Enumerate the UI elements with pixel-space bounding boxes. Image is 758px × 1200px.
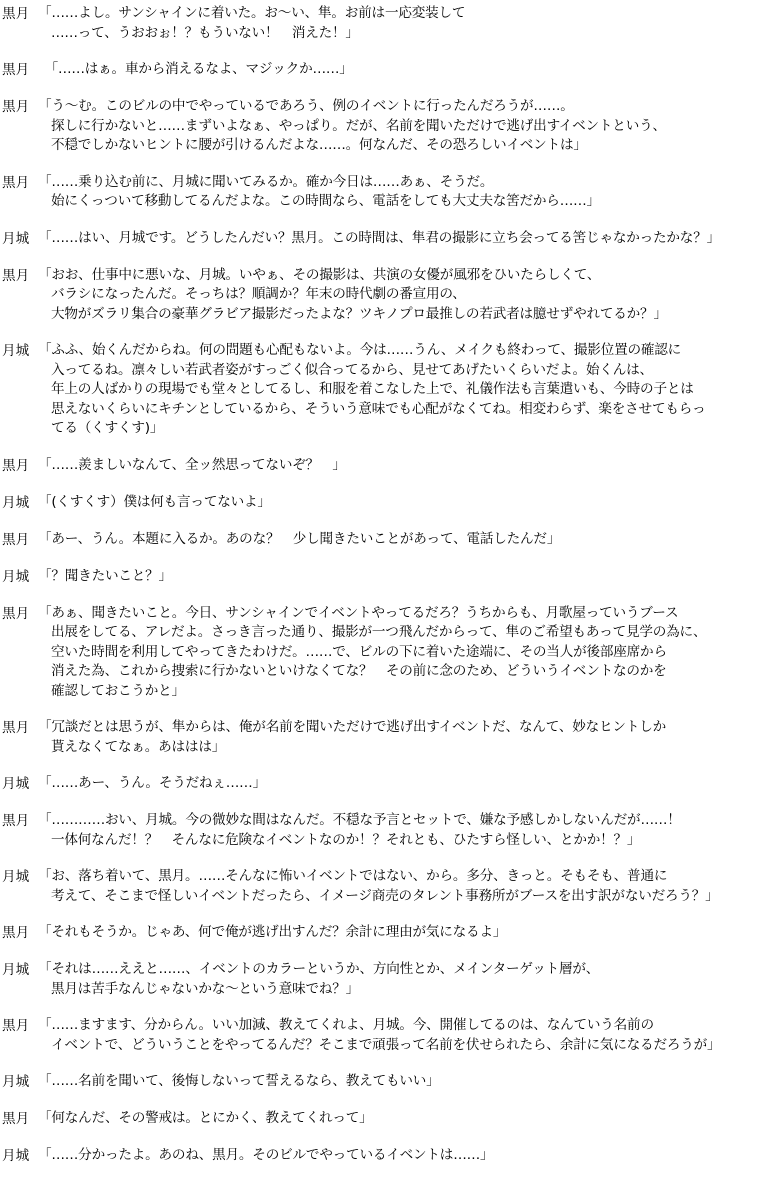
speech-block	[34, 1146, 758, 1166]
speech-line: イベントで、どういうことをやってるんだ？そこまで頑張って名前を伏せられたら、余計に気になるだろうが」	[51, 1036, 721, 1053]
dialogue-entry	[0, 1109, 758, 1129]
speech-line: 始にくっついて移動してるんだよな。この時間なら、電話をしても大丈夫な筈だから……」	[51, 193, 600, 209]
speech-line: 「ふふ、始くんだからね。何の問題も心配もないよ。今は……うん、メイクも終わって、撮影位置の確認に	[38, 342, 682, 358]
speech-line: 「おお、仕事中に悪いな、月城。いやぁ、その撮影は、共演の女優が風邪をひいたらしくて、	[38, 266, 601, 283]
dialogue-entry	[0, 1016, 758, 1055]
dialogue-entry	[0, 867, 758, 906]
speech-line: 「冗談だとは思うが、隼からは、俺が名前を聞いただけで逃げ出すイベントだ、なんて、妙なヒントしか	[38, 719, 667, 735]
speech-line: 空いた時間を利用してやってきたわけだ。……で、ビルの下に着いた途端に、その当人が後部座席から	[51, 643, 667, 660]
speech-line: 「……あー、うん。そうだねぇ……」	[38, 775, 266, 791]
speaker-name: 黒月	[2, 531, 30, 548]
speech-line: 「？聞きたいこと？」	[38, 567, 172, 584]
speaker-name: 黒月	[2, 457, 30, 474]
speech-block	[34, 341, 758, 439]
speech-block	[34, 774, 758, 794]
dialogue-entry	[0, 567, 758, 587]
speaker-name: 黒月	[2, 267, 30, 284]
speech-block	[34, 97, 758, 156]
dialogue-entry	[0, 4, 758, 43]
speech-line: ……って、うおおぉ！？もういない！ 消えた！」	[51, 24, 359, 41]
speech-block	[34, 60, 758, 80]
speaker-name: 月城	[2, 869, 30, 885]
speech-block	[34, 1072, 758, 1092]
speech-block	[34, 604, 758, 702]
speech-line: 入ってるね。凛々しい若武者姿がすっごく似合ってるから、見せてあげたいくらいだよ。始くんは、	[51, 361, 653, 378]
dialogue-entry	[0, 266, 758, 325]
speech-block	[34, 530, 758, 550]
speech-line: てる（くすくす)」	[51, 420, 164, 436]
speech-line: 不穏でしかないヒントに腰が引けるんだよな……。何なんだ、その恐ろしいイベントは」	[51, 137, 587, 153]
dialogue-entry	[0, 960, 758, 999]
speech-line: 黒月は苦手なんじゃないかな～という意味でね？」	[51, 980, 360, 997]
dialogue-entry	[0, 97, 758, 156]
speech-line: 年上の人ばかりの現場でも堂々としてるし、和服を着こなした上で、礼儀作法も言葉遣いも、今時の子とは	[51, 381, 694, 397]
speech-line: 「う～む。このビルの中でやっているであろう、例のイベントに行ったんだろうが……。	[38, 98, 574, 114]
speech-block	[34, 493, 758, 513]
dialogue-entry	[0, 923, 758, 943]
speech-block	[34, 867, 758, 906]
speech-line: 考えて、そこまで怪しいイベントだったら、イメージ商売のタレント事務所がブースを出す訳がないだろう？」	[51, 887, 719, 904]
speaker-name: 黒月	[2, 1111, 30, 1127]
speech-line: 「……はぁ。車から消えるなよ、マジックか……」	[38, 61, 353, 77]
speaker-name: 月城	[2, 230, 30, 247]
speaker-name: 黒月	[2, 605, 30, 622]
speech-block	[34, 567, 758, 587]
speech-line: バラシになったんだ。そっちは？順調か？年末の時代劇の番宣用の、	[51, 286, 466, 302]
speaker-name: 月城	[2, 1074, 30, 1090]
speaker-name: 黒月	[2, 925, 30, 941]
speech-block	[34, 923, 758, 943]
speaker-name: 月城	[2, 494, 30, 511]
speech-line: 「(くすくす）僕は何も言ってないよ」	[38, 493, 271, 510]
dialogue-entry	[0, 173, 758, 212]
speaker-name: 月城	[2, 1148, 30, 1164]
speech-line: 出展をしてる、アレだよ。さっき言った通り、撮影が一つ飛んだからって、隼のご希望もあって見学の為に、	[51, 624, 707, 640]
speaker-name: 月城	[2, 776, 30, 792]
speech-block	[34, 229, 758, 249]
speech-block	[34, 811, 758, 850]
speech-line: 「……よし。サンシャインに着いた。お～い、隼。お前は一応変装して	[38, 5, 466, 21]
speech-line: 貰えなくてなぁ。あははは」	[51, 738, 226, 755]
speech-line: 「何なんだ、その警戒は。とにかく、教えてくれって」	[38, 1110, 373, 1126]
dialogue-entry	[0, 229, 758, 249]
speech-line: 「……ますます、分からん。いい加減、教えてくれよ、月城。今、開催してるのは、なんていう名前の	[38, 1017, 654, 1033]
speech-line: 「……乗り込む前に、月城に聞いてみるか。確か今日は……あぁ、そうだ。	[38, 173, 494, 190]
dialogue-entry	[0, 60, 758, 80]
speaker-name: 月城	[2, 568, 30, 585]
speech-line: 消えた為、これから捜索に行かないといけなくてな？ その前に念のため、どういうイベントなのかを	[51, 663, 667, 679]
speech-line: 探しに行かないと……まずいよなぁ、やっぱり。だが、名前を聞いただけで逃げ出すイベントという、	[51, 117, 666, 134]
speaker-name: 黒月	[2, 62, 30, 78]
speaker-name: 黒月	[2, 720, 30, 736]
speech-line: 「あぁ、聞きたいこと。今日、サンシャインでイベントやってるだろ？うちからも、月歌屋っていうブース	[38, 604, 679, 621]
speech-block	[34, 456, 758, 476]
speaker-name: 月城	[2, 343, 30, 359]
speech-line: 確認しておこうかと」	[51, 682, 185, 699]
speech-block	[34, 718, 758, 757]
dialogue-entry	[0, 530, 758, 550]
dialogue-entry	[0, 718, 758, 757]
speech-line: 一体何なんだ！？ そんなに危険なイベントなのか！？それとも、ひたすら怪しい、とかか！？」	[51, 831, 641, 848]
speech-line: 「……分かったよ。あのね、黒月。そのビルでやっているイベントは……」	[38, 1147, 494, 1163]
speaker-name: 黒月	[2, 1018, 30, 1034]
speech-line: 「…………おい、月城。今の微妙な間はなんだ。不穏な予言とセットで、嫌な予感しかしないんだが……！	[38, 812, 681, 828]
speaker-name: 黒月	[2, 813, 30, 829]
speech-block	[34, 173, 758, 212]
speech-line: 大物がズラリ集合の豪華グラビア撮影だったよな？ツキノプロ最推しの若武者は臆せずやれてるか？」	[51, 305, 667, 322]
dialogue-entry	[0, 341, 758, 439]
dialogue-entry	[0, 493, 758, 513]
dialogue-entry	[0, 1072, 758, 1092]
dialogue-entry	[0, 456, 758, 476]
speech-line: 思えないくらいにキチンとしているから、そういう意味でも心配がなくてね。相変わらず、楽をさせてもらっ	[51, 400, 706, 417]
dialogue-entry	[0, 604, 758, 702]
dialogue-entry	[0, 774, 758, 794]
dialogue-entry	[0, 811, 758, 850]
speech-line: 「お、落ち着いて、黒月。……そんなに怖いイベントではない、から。多分、きっと。そもそも、普通に	[38, 868, 668, 884]
speech-block	[34, 1109, 758, 1129]
dialogue-entry	[0, 1146, 758, 1166]
speaker-name: 黒月	[2, 174, 30, 191]
speech-line: 「それもそうか。じゃあ、何で俺が逃げ出すんだ？余計に理由が気になるよ」	[38, 924, 507, 940]
speech-block	[34, 960, 758, 999]
speech-block	[34, 266, 758, 325]
speech-line: 「……名前を聞いて、後悔しないって誓えるなら、教えてもいい」	[38, 1073, 440, 1089]
speaker-name: 黒月	[2, 99, 30, 115]
speech-block	[34, 1016, 758, 1055]
speech-line: 「それは……ええと……、イベントのカラーというか、方向性とか、メインターゲット層が、	[38, 961, 600, 977]
speech-line: 「……羨ましいなんて、全ッ然思ってないぞ？ 」	[38, 456, 346, 473]
speech-line: 「あー、うん。本題に入るか。あのな？ 少し聞きたいことがあって、電話したんだ」	[38, 530, 561, 547]
speaker-name: 黒月	[2, 6, 30, 22]
speaker-name: 月城	[2, 962, 30, 978]
speech-line: 「……はい、月城です。どうしたんだい？黒月。この時間は、隼君の撮影に立ち会ってる筈じゃなかったかな？」	[38, 229, 720, 246]
speech-block	[34, 4, 758, 43]
